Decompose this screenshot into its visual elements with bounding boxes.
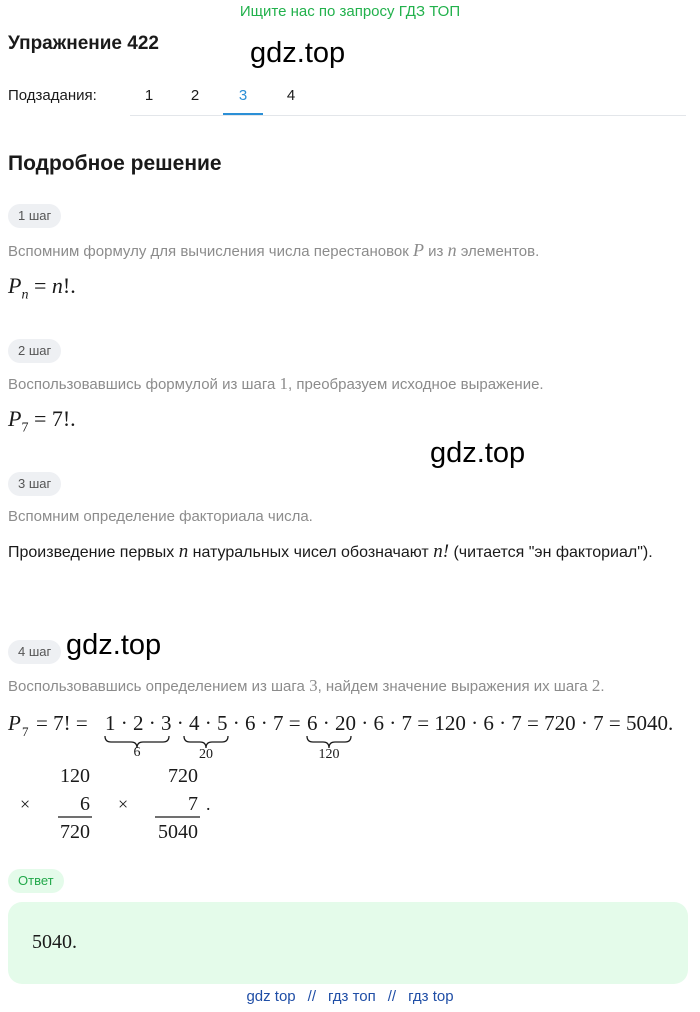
step-badge: 3 шаг — [8, 472, 61, 496]
step-formula: $P_n = n$!. — [8, 273, 76, 303]
footer-link[interactable]: gdz top — [246, 988, 296, 1005]
svg-text:.: . — [206, 794, 211, 814]
footer-link[interactable]: гдз top — [408, 988, 454, 1005]
underbrace-label: 120 — [318, 747, 340, 762]
footer-links — [0, 988, 700, 1005]
watermark: gdz.top — [66, 629, 162, 661]
footer-separator: // — [307, 988, 316, 1005]
subtasks-divider — [130, 115, 686, 116]
search-banner[interactable]: Ищите нас по запросу ГДЗ ТОП — [239, 3, 461, 20]
answer-box — [8, 902, 688, 984]
step-hint: Вспомним определение факториала числа. — [8, 508, 313, 525]
active-tab-indicator — [223, 113, 263, 115]
svg-text:120: 120 — [60, 765, 90, 787]
svg-text:7: 7 — [22, 724, 29, 739]
svg-text:720: 720 — [168, 765, 198, 787]
step-text: Произведение первых n натуральных чисел обозначают n! (читается "эн факториал"). — [8, 541, 653, 562]
svg-text:P: P — [8, 711, 21, 735]
svg-text:6 · 20 · 6 · 7 = 120 · 6 · 7 =: 6 · 20 · 6 · 7 = 120 · 6 · 7 = 720 · 7 = 5040. — [307, 711, 674, 735]
step-hint: Воспользовавшись определением из шага 3, найдем значение выражения их шага 2. — [8, 676, 605, 695]
answer-value: 5040. — [32, 931, 77, 953]
watermark: gdz.top — [430, 437, 526, 469]
step-formula: $P_7 = 7$!. — [8, 406, 76, 436]
tab-subtask-3[interactable]: 3 — [238, 87, 248, 104]
subtasks-label: Подзадания: — [8, 87, 97, 104]
answer-badge: Ответ — [8, 869, 64, 893]
svg-text:5040: 5040 — [158, 821, 198, 843]
step-hint: Вспомним формулу для вычисления числа перестановок P из n элементов. — [8, 240, 540, 260]
underbrace-label: 20 — [199, 747, 213, 762]
svg-text:×: × — [118, 794, 129, 814]
svg-text:1 · 2 · 3 · 4 · 5 · 6 · 7 =: 1 · 2 · 3 · 4 · 5 · 6 · 7 = — [105, 711, 301, 735]
footer-link[interactable]: гдз топ — [328, 988, 376, 1005]
tab-subtask-2[interactable]: 2 — [190, 87, 200, 104]
step-hint: Воспользовавшись формулой из шага 1, преобразуем исходное выражение. — [8, 374, 544, 393]
page-title: Упражнение 422 — [8, 33, 159, 54]
tab-subtask-4[interactable]: 4 — [286, 87, 296, 104]
footer-separator: // — [387, 988, 397, 1005]
svg-text:= 7! =: = 7! = — [36, 711, 88, 735]
step-badge: 4 шаг — [8, 640, 61, 664]
step-badge: 1 шаг — [8, 204, 61, 228]
column-multiplication — [0, 760, 260, 850]
step-badge: 2 шаг — [8, 339, 61, 363]
svg-text:×: × — [20, 794, 31, 814]
watermark: gdz.top — [250, 37, 346, 69]
svg-text:720: 720 — [60, 821, 90, 843]
svg-text:6: 6 — [80, 793, 90, 815]
svg-text:7: 7 — [188, 793, 198, 815]
solution-heading: Подробное решение — [8, 152, 222, 175]
underbrace-label: 6 — [133, 745, 141, 760]
tab-subtask-1[interactable]: 1 — [144, 87, 154, 104]
